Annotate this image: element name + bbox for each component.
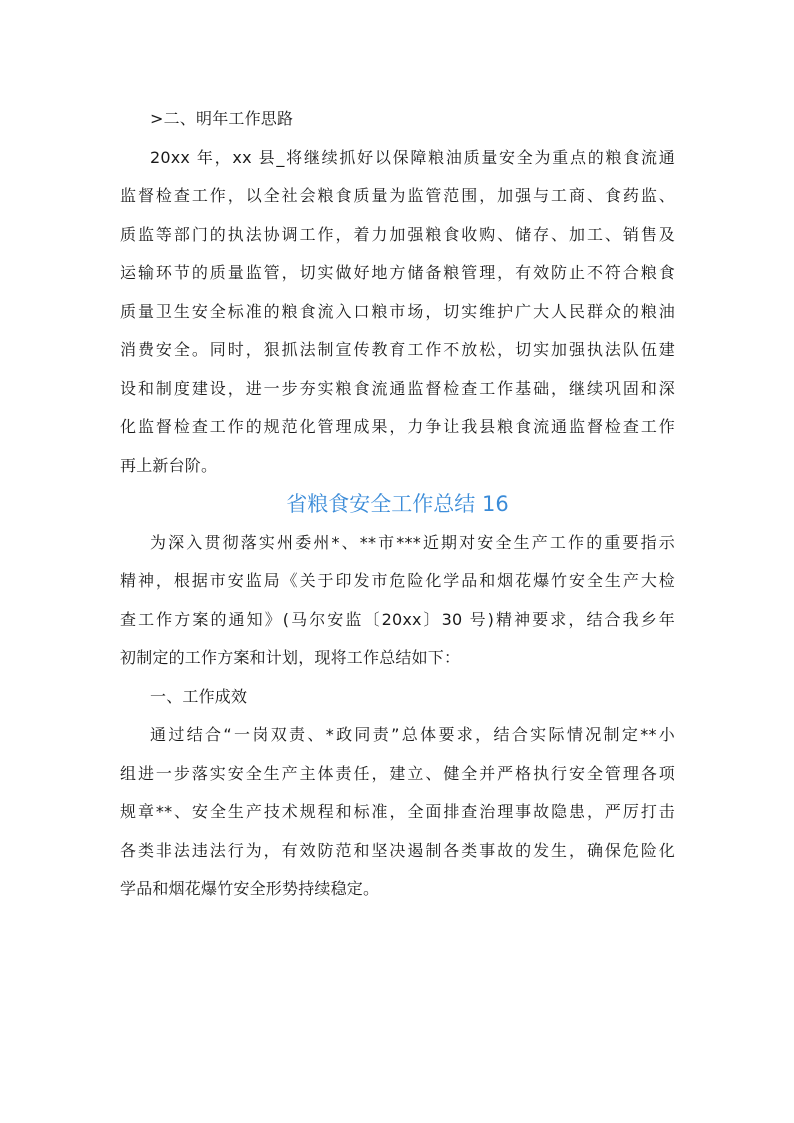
paragraph-line: 运输环节的质量监管，切实做好地方储备粮管理，有效防止不符合粮食 [120, 263, 675, 282]
paragraph-line: 化监督检查工作的规范化管理成果，力争让我县粮食流通监督检查工作 [120, 417, 675, 436]
paragraph-line: 监督检查工作，以全社会粮食质量为监管范围，加强与工商、食药监、 [120, 186, 675, 205]
section-heading-next-year: >二、明年工作思路 [150, 109, 294, 128]
paragraph-line: 再上新台阶。 [120, 455, 218, 475]
paragraph-line: 精神，根据市安监局《关于印发市危险化学品和烟花爆竹安全生产大检 [120, 571, 675, 590]
paragraph-line: 质量卫生安全标准的粮食流入口粮市场，切实维护广大人民群众的粮油 [120, 301, 675, 321]
paragraph-line: 组进一步落实安全生产主体责任，建立、健全并严格执行安全管理各项 [120, 763, 675, 783]
paragraph-line: 学品和烟花爆竹安全形势持续稳定。 [120, 879, 380, 898]
document-content [120, 100, 675, 909]
paragraph-line: 为深入贯彻落实州委州*、**市***近期对安全生产工作的重要指示 [150, 532, 675, 552]
paragraph-line: 规章**、安全生产技术规程和标准，全面排查治理事故隐患，严厉打击 [120, 802, 675, 821]
paragraph-line: 各类非法违法行为，有效防范和坚决遏制各类事故的发生，确保危险化 [120, 840, 675, 860]
paragraph-line: 消费安全。同时，狠抓法制宣传教育工作不放松，切实加强执法队伍建 [120, 340, 675, 359]
paragraph-line: 20xx 年，xx 县_将继续抓好以保障粮油质量安全为重点的粮食流通 [150, 147, 675, 167]
paragraph-results [120, 716, 675, 909]
paragraph-next-year [120, 139, 675, 486]
paragraph-line: 设和制度建设，进一步夯实粮食流通监督检查工作基础，继续巩固和深 [120, 378, 675, 398]
paragraph-line: 初制定的工作方案和计划，现将工作总结如下： [120, 648, 461, 667]
paragraph-line: 查工作方案的通知》(马尔安监〔20xx〕30 号)精神要求，结合我乡年 [120, 609, 675, 629]
section-heading-results: 一、工作成效 [150, 686, 248, 706]
paragraph-intro [120, 524, 675, 678]
paragraph-line: 质监等部门的执法协调工作，着力加强粮食收购、储存、加工、销售及 [120, 224, 675, 244]
paragraph-line: 通过结合“一岗双责、*政同责”总体要求，结合实际情况制定**小 [150, 725, 675, 744]
article-title: 省粮食安全工作总结 16 [286, 492, 509, 516]
